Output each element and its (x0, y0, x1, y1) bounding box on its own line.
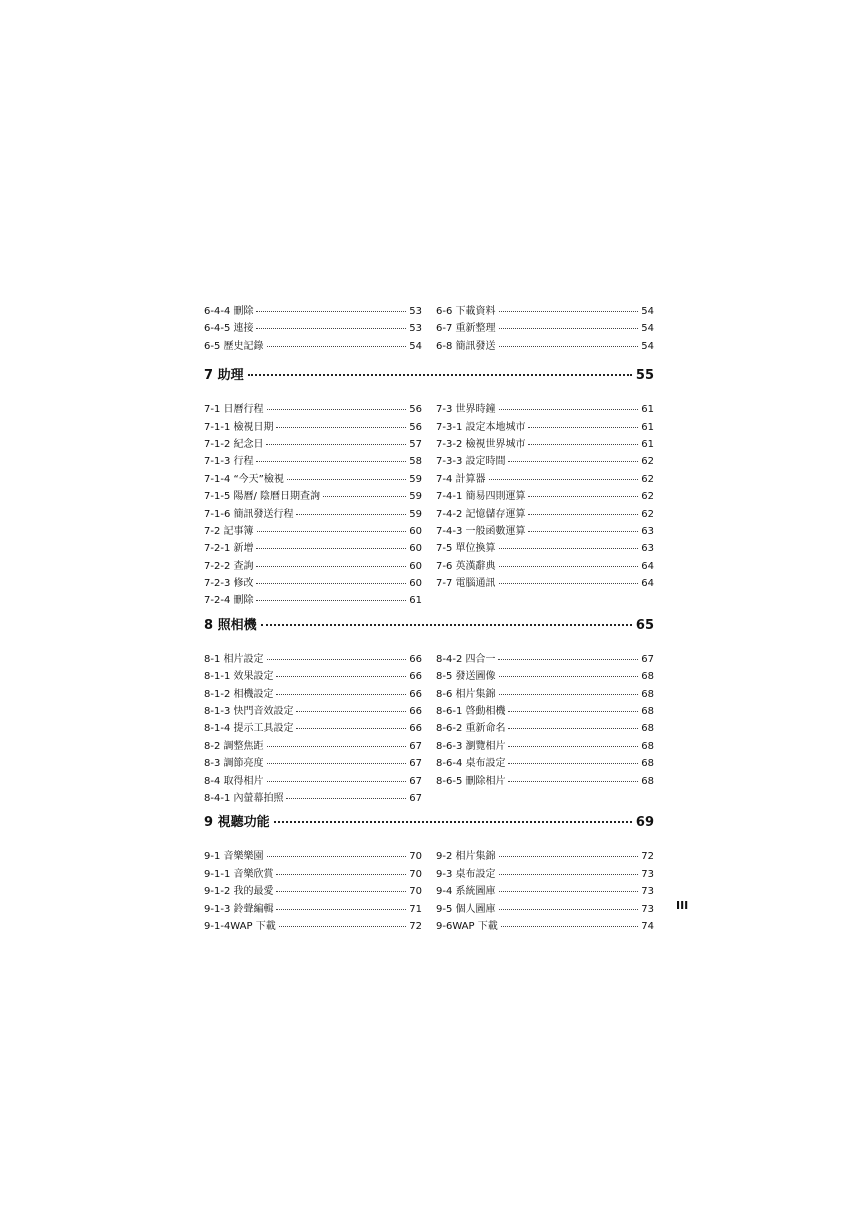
toc-entry[interactable] (436, 302, 654, 319)
leader-dots (499, 909, 639, 910)
toc-entry-label: 7-1-4 “今天”檢視 (204, 473, 284, 485)
toc-entry-page: 54 (641, 340, 654, 352)
page-number: III (676, 899, 689, 912)
toc-entry[interactable] (436, 435, 654, 452)
leader-dots (528, 444, 638, 445)
leader-dots (267, 746, 407, 747)
toc-entry[interactable] (204, 702, 422, 719)
toc-entry-label: 7-3-3 設定時間 (436, 456, 506, 468)
leader-dots (256, 566, 406, 567)
leader-dots (508, 461, 638, 462)
toc-entry-label: 7-1-3 行程 (204, 456, 254, 468)
chapter-page: 69 (635, 815, 654, 831)
toc-entry-label: 9-1-4WAP 下載 (204, 920, 276, 932)
leader-dots (274, 821, 632, 823)
toc-section-7 (204, 400, 654, 609)
toc-entry-label: 9-1-3 鈴聲編輯 (204, 903, 274, 915)
toc-entry[interactable] (436, 847, 654, 864)
toc-entry-label: 7-4-2 記憶儲存運算 (436, 508, 526, 520)
toc-entry-page: 70 (409, 851, 422, 863)
toc-entry-page: 73 (641, 903, 654, 915)
leader-dots (508, 746, 638, 747)
leader-dots (499, 566, 639, 567)
toc-entry-label: 7-1-1 檢視日期 (204, 421, 274, 433)
leader-dots (499, 548, 639, 549)
toc-entry[interactable] (436, 650, 654, 667)
leader-dots (267, 409, 407, 410)
leader-dots (287, 479, 406, 480)
toc-entry-page: 54 (641, 323, 654, 335)
toc-entry-page: 60 (409, 560, 422, 572)
toc-entry-page: 72 (641, 851, 654, 863)
toc-entry-label: 9-2 相片集錦 (436, 851, 496, 863)
toc-entry-page: 61 (641, 404, 654, 416)
leader-dots (499, 583, 639, 584)
toc-entry[interactable] (436, 487, 654, 504)
toc-entry[interactable] (436, 505, 654, 522)
leader-dots (267, 659, 407, 660)
toc-entry[interactable] (436, 702, 654, 719)
toc-entry-label: 7-3-2 檢視世界城市 (436, 438, 526, 450)
toc-entry-label: 8-1-4 提示工具設定 (204, 723, 294, 735)
toc-section-9 (204, 847, 654, 934)
toc-entry-page: 66 (409, 671, 422, 683)
toc-entry-page: 68 (641, 671, 654, 683)
leader-dots (276, 676, 406, 677)
toc-entry-label: 8-4-2 四合一 (436, 653, 496, 665)
toc-entry-label: 8-6-1 啓動相機 (436, 706, 506, 718)
toc-entry-page: 67 (409, 740, 422, 752)
leader-dots (267, 781, 407, 782)
toc-entry-page: 64 (641, 578, 654, 590)
toc-section-6 (204, 302, 654, 354)
toc-entry-label: 8-1-2 相機設定 (204, 688, 274, 700)
toc-entry-label: 8-6-5 刪除相片 (436, 775, 506, 787)
toc-entry-page: 60 (409, 525, 422, 537)
toc-entry-page: 54 (409, 340, 422, 352)
toc-entry[interactable] (204, 557, 422, 574)
toc-column-right (436, 650, 654, 807)
toc-entry-label: 7-1-5 陽曆/ 陰曆日期查詢 (204, 491, 321, 503)
leader-dots (501, 926, 639, 927)
leader-dots (276, 874, 406, 875)
leader-dots (528, 531, 638, 532)
toc-entry-label: 9-6WAP 下載 (436, 920, 498, 932)
leader-dots (256, 548, 406, 549)
toc-entry-label: 7-5 單位換算 (436, 543, 496, 555)
toc-entry-label: 8-5 發送圖像 (436, 671, 496, 683)
toc-entry[interactable] (204, 539, 422, 556)
toc-entry[interactable] (436, 418, 654, 435)
toc-entry-label: 9-1-1 音樂欣賞 (204, 868, 274, 880)
leader-dots (499, 856, 639, 857)
leader-dots (508, 763, 638, 764)
chapter-heading[interactable] (204, 364, 654, 390)
toc-entry[interactable] (204, 917, 422, 934)
toc-entry[interactable] (204, 505, 422, 522)
toc-entry[interactable] (436, 452, 654, 469)
toc-entry-page: 62 (641, 508, 654, 520)
toc-entry[interactable] (436, 754, 654, 771)
toc-entry-page: 68 (641, 758, 654, 770)
leader-dots (499, 409, 639, 410)
toc-entry-label: 8-6-2 重新命名 (436, 723, 506, 735)
toc-entry[interactable] (204, 337, 422, 354)
leader-dots (296, 728, 406, 729)
toc-entry[interactable] (436, 900, 654, 917)
toc-column-right (436, 400, 654, 609)
toc-entry[interactable] (436, 917, 654, 934)
leader-dots (256, 461, 406, 462)
leader-dots (256, 600, 406, 601)
toc-entry[interactable] (204, 418, 422, 435)
toc-entry-label: 8-3 調節亮度 (204, 758, 264, 770)
toc-entry-page: 67 (409, 792, 422, 804)
toc-entry[interactable] (204, 522, 422, 539)
chapter-heading[interactable] (204, 614, 654, 640)
leader-dots (261, 624, 632, 626)
leader-dots (499, 676, 639, 677)
toc-entry[interactable] (436, 539, 654, 556)
toc-entry-label: 8-4 取得相片 (204, 775, 264, 787)
toc-entry[interactable] (436, 685, 654, 702)
toc-entry[interactable] (204, 882, 422, 899)
toc-entry[interactable] (204, 847, 422, 864)
toc-entry-label: 8-2 調整焦距 (204, 740, 264, 752)
toc-entry-page: 57 (409, 438, 422, 450)
toc-entry-page: 61 (409, 595, 422, 607)
leader-dots (266, 444, 406, 445)
toc-entry-page: 72 (409, 920, 422, 932)
toc-entry[interactable] (436, 522, 654, 539)
toc-entry[interactable] (204, 400, 422, 417)
toc-entry-label: 7-2 記事簿 (204, 525, 254, 537)
toc-entry[interactable] (436, 574, 654, 591)
toc-entry-label: 8-1-1 效果設定 (204, 671, 274, 683)
leader-dots (279, 926, 407, 927)
toc-entry-label: 7-1-6 簡訊發送行程 (204, 508, 294, 520)
toc-entry-page: 60 (409, 578, 422, 590)
toc-entry[interactable] (436, 719, 654, 736)
leader-dots (267, 856, 407, 857)
toc-entry[interactable] (204, 574, 422, 591)
toc-entry[interactable] (204, 650, 422, 667)
leader-dots (267, 763, 407, 764)
chapter-page: 65 (635, 617, 654, 633)
toc-entry-page: 66 (409, 688, 422, 700)
toc-entry-page: 61 (641, 438, 654, 450)
toc-entry-page: 68 (641, 723, 654, 735)
toc-entry-label: 6-8 簡訊發送 (436, 340, 496, 352)
toc-entry-label: 6-7 重新整理 (436, 323, 496, 335)
leader-dots (499, 874, 639, 875)
toc-entry[interactable] (436, 772, 654, 789)
toc-entry-label: 7-4 計算器 (436, 473, 486, 485)
toc-entry-label: 8-6 相片集錦 (436, 688, 496, 700)
toc-entry[interactable] (436, 557, 654, 574)
chapter-page: 55 (635, 368, 654, 384)
toc-entry[interactable] (204, 754, 422, 771)
toc-entry-label: 9-5 個人圖庫 (436, 903, 496, 915)
leader-dots (499, 694, 639, 695)
toc-entry-label: 9-1-2 我的最愛 (204, 886, 274, 898)
leader-dots (256, 311, 406, 312)
toc-column-left (204, 400, 422, 609)
toc-entry[interactable] (436, 667, 654, 684)
toc-entry-label: 7-3 世界時鐘 (436, 404, 496, 416)
toc-section-8 (204, 650, 654, 807)
toc-entry[interactable] (436, 470, 654, 487)
toc-entry-page: 58 (409, 456, 422, 468)
toc-entry-page: 59 (409, 508, 422, 520)
toc-entry[interactable] (204, 319, 422, 336)
leader-dots (296, 711, 406, 712)
toc-column-left (204, 302, 422, 354)
toc-entry-label: 6-4-5 連接 (204, 323, 254, 335)
toc-entry[interactable] (204, 591, 422, 608)
toc-entry[interactable] (436, 882, 654, 899)
toc-entry-page: 67 (409, 775, 422, 787)
chapter-title: 8 照相機 (204, 617, 257, 633)
toc-entry-label: 7-1 日曆行程 (204, 404, 264, 416)
leader-dots (489, 479, 639, 480)
toc-entry-label: 7-4-3 一般函數運算 (436, 525, 526, 537)
leader-dots (499, 311, 639, 312)
leader-dots (248, 374, 632, 376)
leader-dots (256, 328, 406, 329)
chapter-title: 9 視聽功能 (204, 815, 270, 831)
toc-entry-page: 70 (409, 868, 422, 880)
toc-entry-page: 67 (641, 653, 654, 665)
leader-dots (508, 728, 638, 729)
leader-dots (499, 328, 639, 329)
leader-dots (276, 427, 406, 428)
toc-entry[interactable] (204, 452, 422, 469)
leader-dots (498, 659, 638, 660)
leader-dots (256, 583, 406, 584)
chapter-title: 7 助理 (204, 368, 244, 384)
toc-entry[interactable] (436, 337, 654, 354)
toc-entry-label: 7-2-1 新增 (204, 543, 254, 555)
toc-entry-page: 54 (641, 306, 654, 317)
toc-entry-page: 70 (409, 886, 422, 898)
toc-column-right (436, 302, 654, 354)
toc-entry-page: 53 (409, 323, 422, 335)
toc-entry[interactable] (204, 667, 422, 684)
toc-entry[interactable] (204, 719, 422, 736)
toc-entry-page: 63 (641, 543, 654, 555)
toc-entry-page: 64 (641, 560, 654, 572)
toc-entry-page: 62 (641, 456, 654, 468)
leader-dots (276, 694, 406, 695)
toc-entry-page: 56 (409, 421, 422, 433)
toc-entry-page: 74 (641, 920, 654, 932)
toc-entry[interactable] (204, 865, 422, 882)
toc-entry[interactable] (204, 435, 422, 452)
toc-entry[interactable] (204, 772, 422, 789)
toc-entry-label: 9-3 桌布設定 (436, 868, 496, 880)
toc-entry[interactable] (204, 302, 422, 319)
leader-dots (528, 514, 638, 515)
toc-entry-page: 68 (641, 706, 654, 718)
toc-entry-label: 6-5 歷史記錄 (204, 340, 264, 352)
toc-entry-label: 7-6 英漢辭典 (436, 560, 496, 572)
toc-entry[interactable] (204, 470, 422, 487)
leader-dots (499, 346, 639, 347)
toc-entry-label: 6-4-4 刪除 (204, 306, 254, 317)
leader-dots (508, 711, 638, 712)
toc-entry-page: 66 (409, 653, 422, 665)
toc-entry-label: 7-2-3 修改 (204, 578, 254, 590)
toc-entry-page: 62 (641, 473, 654, 485)
toc-entry-page: 63 (641, 525, 654, 537)
toc-entry-label: 7-4-1 簡易四則運算 (436, 491, 526, 503)
toc-entry-page: 62 (641, 491, 654, 503)
toc-column-left (204, 650, 422, 807)
table-of-contents (204, 302, 654, 934)
toc-entry-label: 7-2-4 刪除 (204, 595, 254, 607)
toc-entry-label: 9-1 音樂樂園 (204, 851, 264, 863)
toc-entry-label: 7-2-2 查詢 (204, 560, 254, 572)
toc-entry-page: 71 (409, 903, 422, 915)
toc-entry-page: 73 (641, 886, 654, 898)
leader-dots (528, 427, 638, 428)
toc-entry-label: 7-7 電腦通訊 (436, 578, 496, 590)
toc-entry-label: 7-1-2 紀念日 (204, 438, 264, 450)
toc-entry-label: 6-6 下載資料 (436, 306, 496, 317)
toc-entry-page: 67 (409, 758, 422, 770)
leader-dots (286, 798, 406, 799)
toc-entry[interactable] (436, 865, 654, 882)
toc-column-right (436, 847, 654, 934)
toc-entry-page: 66 (409, 706, 422, 718)
toc-entry-page: 68 (641, 775, 654, 787)
toc-entry[interactable] (436, 400, 654, 417)
toc-entry[interactable] (436, 319, 654, 336)
leader-dots (528, 496, 638, 497)
toc-entry-page: 53 (409, 306, 422, 317)
toc-column-left (204, 847, 422, 934)
leader-dots (323, 496, 406, 497)
toc-entry[interactable] (204, 685, 422, 702)
toc-entry[interactable] (204, 900, 422, 917)
leader-dots (276, 891, 406, 892)
toc-entry[interactable] (204, 789, 422, 806)
toc-entry[interactable] (204, 487, 422, 504)
toc-entry-page: 59 (409, 473, 422, 485)
leader-dots (257, 531, 407, 532)
toc-entry-label: 9-4 系統圖庫 (436, 886, 496, 898)
toc-entry[interactable] (436, 737, 654, 754)
toc-entry-page: 56 (409, 404, 422, 416)
toc-entry-page: 73 (641, 868, 654, 880)
toc-entry-label: 8-6-3 瀏覽相片 (436, 740, 506, 752)
toc-entry-label: 8-4-1 內螢幕拍照 (204, 792, 284, 804)
leader-dots (276, 909, 406, 910)
leader-dots (499, 891, 639, 892)
toc-entry-label: 8-6-4 桌布設定 (436, 758, 506, 770)
leader-dots (508, 781, 638, 782)
leader-dots (296, 514, 406, 515)
leader-dots (267, 346, 407, 347)
toc-entry-page: 68 (641, 740, 654, 752)
toc-entry-label: 8-1-3 快門音效設定 (204, 706, 294, 718)
toc-entry-page: 60 (409, 543, 422, 555)
toc-entry-page: 61 (641, 421, 654, 433)
toc-entry-label: 8-1 相片設定 (204, 653, 264, 665)
toc-entry-page: 68 (641, 688, 654, 700)
toc-entry-label: 7-3-1 設定本地城市 (436, 421, 526, 433)
toc-entry-page: 66 (409, 723, 422, 735)
toc-entry-page: 59 (409, 491, 422, 503)
chapter-heading[interactable] (204, 811, 654, 837)
toc-entry[interactable] (204, 737, 422, 754)
